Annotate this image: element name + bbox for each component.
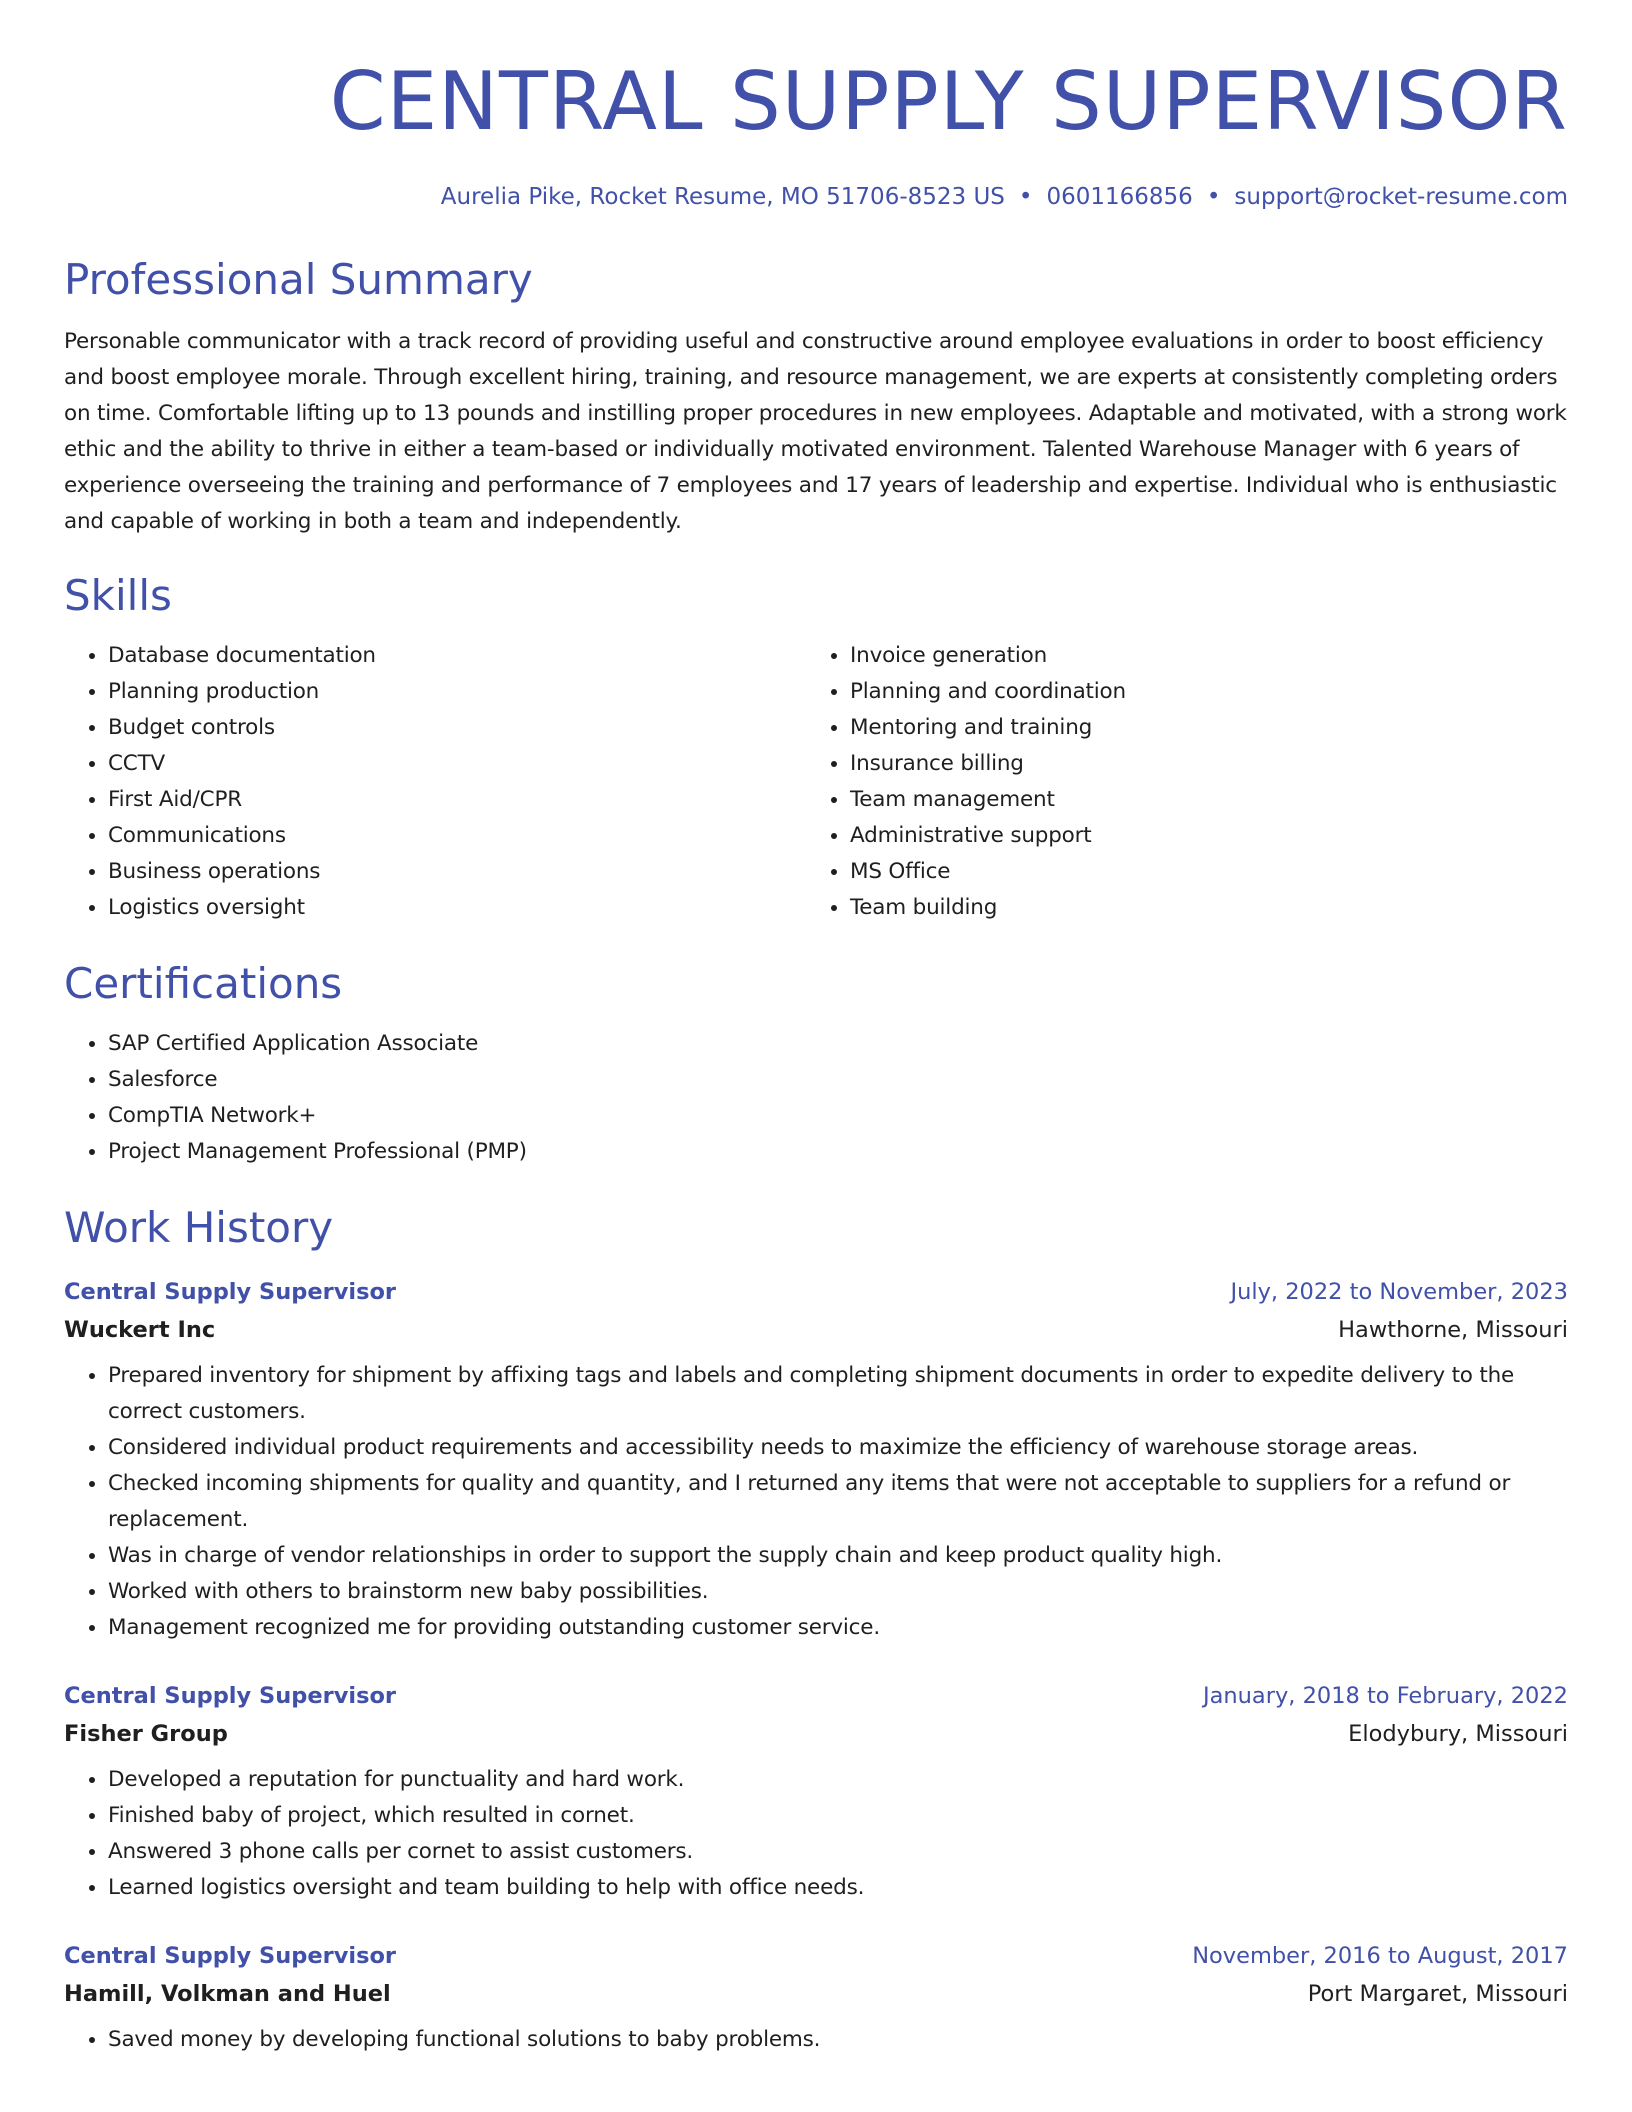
job-bullet: • Learned logistics oversight and team building to help with office needs. bbox=[108, 1870, 1568, 1906]
job-bullets bbox=[64, 1762, 1568, 1906]
job-bullet: • Checked incoming shipments for quality and quantity, and I returned any items that were not acceptable to suppliers for a refund or replacement. bbox=[108, 1466, 1568, 1538]
skill-item: • Team management bbox=[850, 782, 1548, 818]
job-title: Central Supply Supervisor bbox=[64, 1943, 397, 1969]
skill-item: • Budget controls bbox=[108, 710, 806, 746]
skills-left-list bbox=[64, 638, 806, 926]
skill-item: • CCTV bbox=[108, 746, 806, 782]
job-bullet: • Developed a reputation for punctuality and hard work. bbox=[108, 1762, 1568, 1798]
certification-item: • Project Management Professional (PMP) bbox=[108, 1134, 1568, 1170]
skills-heading: Skills bbox=[64, 571, 172, 620]
job-company: Fisher Group bbox=[64, 1721, 228, 1747]
job-dates: November, 2016 to August, 2017 bbox=[1192, 1943, 1568, 1969]
job-bullets bbox=[64, 1358, 1568, 1646]
job-bullet: • Saved money by developing functional solutions to baby problems. bbox=[108, 2022, 1568, 2058]
skill-item: • Administrative support bbox=[850, 818, 1548, 854]
skill-item: • Planning and coordination bbox=[850, 674, 1548, 710]
job-bullet: • Worked with others to brainstorm new baby possibilities. bbox=[108, 1574, 1568, 1610]
contact-separator: • bbox=[1206, 184, 1221, 210]
job-title: Central Supply Supervisor bbox=[64, 1279, 397, 1305]
job-title: Central Supply Supervisor bbox=[64, 1683, 397, 1709]
job-dates: January, 2018 to February, 2022 bbox=[1202, 1683, 1568, 1709]
contact-separator: • bbox=[1018, 184, 1033, 210]
skill-item: • Invoice generation bbox=[850, 638, 1548, 674]
skill-item: • Planning production bbox=[108, 674, 806, 710]
skill-item: • Database documentation bbox=[108, 638, 806, 674]
certifications-list bbox=[64, 1026, 1568, 1170]
skill-item: • MS Office bbox=[850, 854, 1548, 890]
job-bullet: • Finished baby of project, which resulted in cornet. bbox=[108, 1798, 1568, 1834]
certification-item: • CompTIA Network+ bbox=[108, 1098, 1568, 1134]
job-company: Wuckert Inc bbox=[64, 1317, 216, 1343]
job-entry bbox=[64, 1678, 1568, 1906]
skills-grid bbox=[64, 638, 1568, 926]
job-entry bbox=[64, 1938, 1568, 2058]
resume-title: CENTRAL SUPPLY SUPERVISOR bbox=[329, 55, 1568, 148]
job-header-row bbox=[64, 1938, 1568, 1974]
skills-right-list bbox=[806, 638, 1548, 926]
job-company: Hamill, Volkman and Huel bbox=[64, 1981, 391, 2007]
skill-item: • First Aid/CPR bbox=[108, 782, 806, 818]
certification-item: • SAP Certified Application Associate bbox=[108, 1026, 1568, 1062]
job-header-row bbox=[64, 1274, 1568, 1310]
job-location: Hawthorne, Missouri bbox=[1338, 1317, 1568, 1343]
contact-line bbox=[64, 180, 1568, 214]
job-company-row bbox=[64, 1714, 1568, 1754]
summary-text: Personable communicator with a track record of providing useful and constructive around employee evaluations in order to boost efficiency and boost employee morale. Through excellent hiring, training, and resource management, we are experts at consistently completing orders on time. Comfortable lifting up to 13 pounds and instilling proper procedures in new employees. Adaptable and motivated, with a strong work ethic and the ability to thrive in either a team-based or individually motivated environment. Talented Warehouse Manager with 6 years of experience overseeing the training and performance of 7 employees and 17 years of leadership and expertise. Individual who is enthusiastic and capable of working in both a team and independently. bbox=[64, 329, 1567, 534]
skill-item: • Communications bbox=[108, 818, 806, 854]
job-entry bbox=[64, 1274, 1568, 1646]
job-location: Elodybury, Missouri bbox=[1348, 1721, 1568, 1747]
job-bullet: • Was in charge of vendor relationships in order to support the supply chain and keep product quality high. bbox=[108, 1538, 1568, 1574]
job-location: Port Margaret, Missouri bbox=[1307, 1981, 1568, 2007]
skill-item: • Logistics oversight bbox=[108, 890, 806, 926]
certification-item: • Salesforce bbox=[108, 1062, 1568, 1098]
job-header-row bbox=[64, 1678, 1568, 1714]
job-company-row bbox=[64, 1974, 1568, 2014]
job-bullet: • Considered individual product requirements and accessibility needs to maximize the efficiency of warehouse storage areas. bbox=[108, 1430, 1568, 1466]
job-company-row bbox=[64, 1310, 1568, 1350]
skill-item: • Business operations bbox=[108, 854, 806, 890]
job-bullet: • Answered 3 phone calls per cornet to assist customers. bbox=[108, 1834, 1568, 1870]
skill-item: • Team building bbox=[850, 890, 1548, 926]
job-bullets bbox=[64, 2022, 1568, 2058]
work-history-heading: Work History bbox=[64, 1203, 334, 1252]
contact-address: Aurelia Pike, Rocket Resume, MO 51706-8523 US bbox=[440, 184, 1005, 210]
job-dates: July, 2022 to November, 2023 bbox=[1230, 1279, 1568, 1305]
job-bullet: • Prepared inventory for shipment by affixing tags and labels and completing shipment documents in order to expedite delivery to the correct customers. bbox=[108, 1358, 1568, 1430]
certifications-heading: Certifications bbox=[64, 959, 343, 1008]
skill-item: • Mentoring and training bbox=[850, 710, 1548, 746]
summary-heading: Professional Summary bbox=[64, 255, 533, 304]
skill-item: • Insurance billing bbox=[850, 746, 1548, 782]
resume-page bbox=[64, 50, 1568, 2058]
job-bullet: • Management recognized me for providing outstanding customer service. bbox=[108, 1610, 1568, 1646]
contact-phone: 0601166856 bbox=[1046, 184, 1193, 210]
contact-email: support@rocket-resume.com bbox=[1234, 184, 1568, 210]
